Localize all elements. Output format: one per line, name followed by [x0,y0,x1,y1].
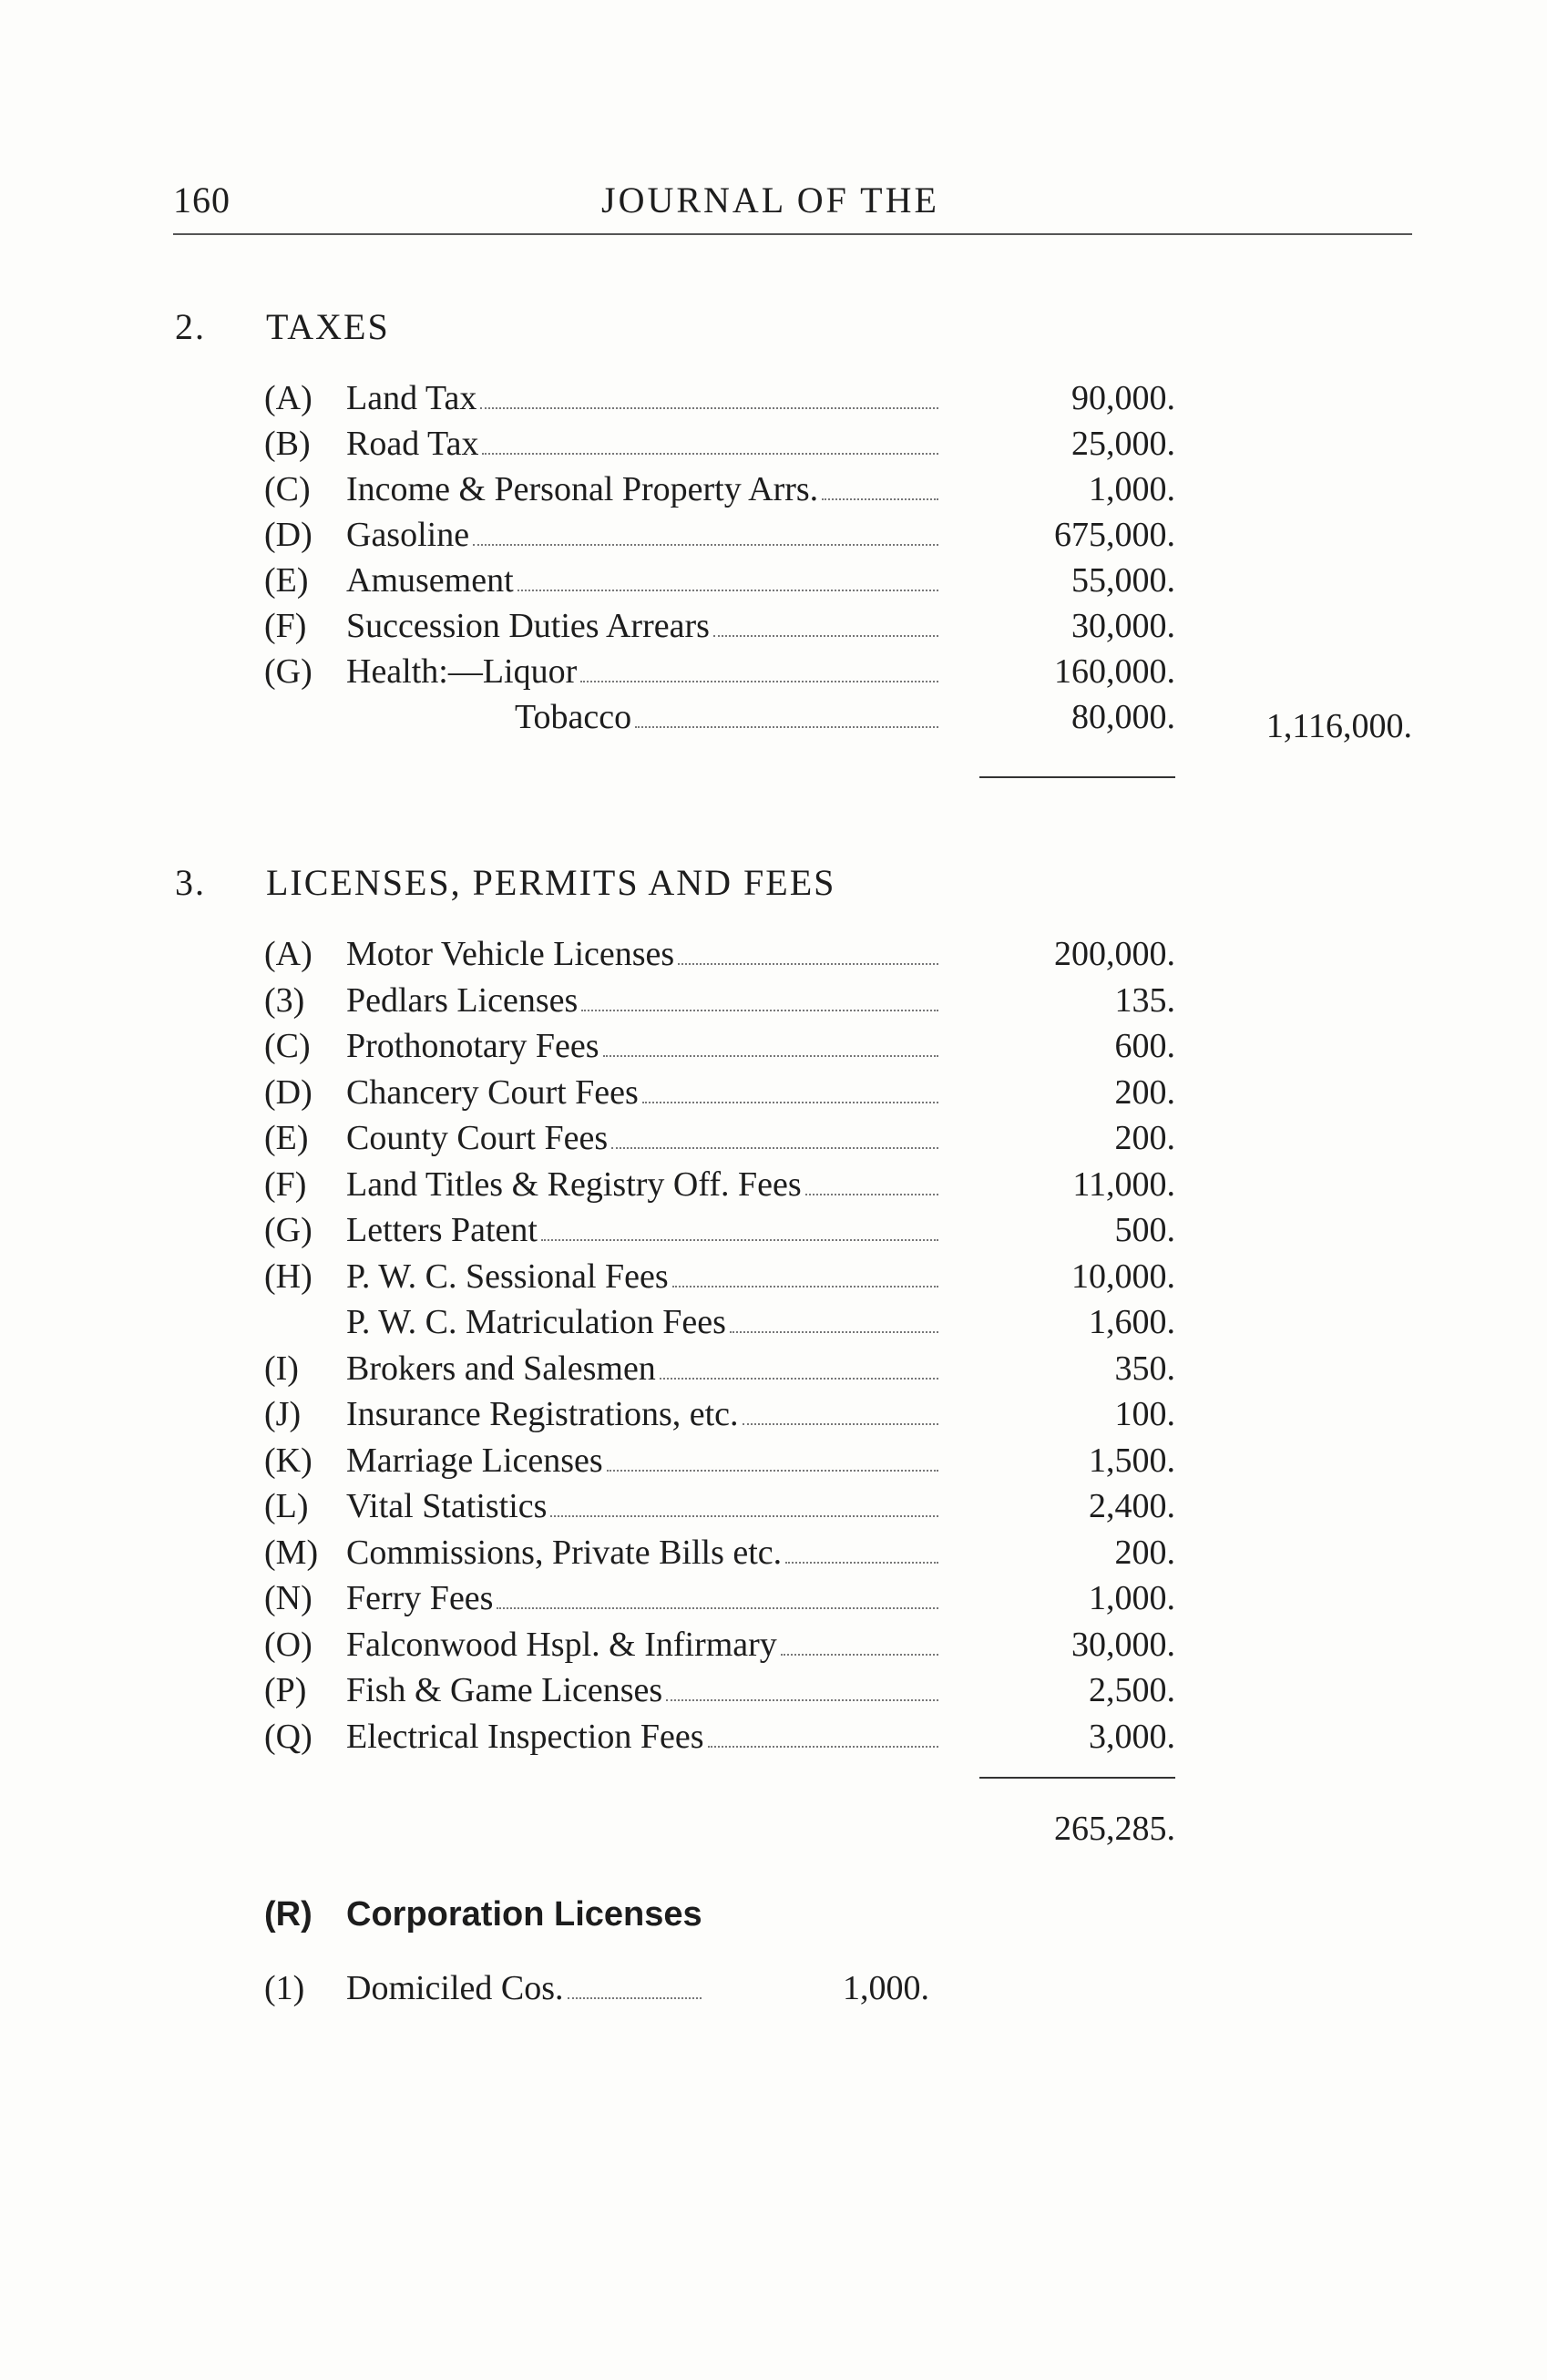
item-letter: (Q) [264,1717,312,1756]
item-label-wrap [346,1118,938,1158]
dot-leader [672,1286,938,1287]
item-label-wrap [346,1302,938,1342]
item-amount: 600. [1114,1027,1175,1065]
dot-leader [743,1423,938,1425]
item-amount: 160,000. [1054,652,1175,691]
item-amount: 10,000. [1071,1257,1175,1296]
item-label: Commissions, Private Bills etc. [346,1533,783,1572]
item-letter: (P) [264,1671,307,1709]
item-amount: 135. [1114,980,1175,1020]
item-label-wrap [346,1670,938,1710]
item-label-wrap [346,1968,702,2008]
item-amount: 3,000. [1089,1717,1175,1756]
dot-leader [482,453,938,455]
item-label-wrap [346,934,938,974]
item-letter: (M) [264,1533,319,1572]
taxes-total: 1,116,000. [1265,707,1412,745]
item-letter: (1) [264,1969,305,2007]
item-amount: 55,000. [1071,561,1175,600]
dot-leader [473,544,938,546]
item-label: Pedlars Licenses [346,980,579,1020]
item-label-wrap [346,1026,938,1066]
item-amount: 30,000. [1071,1625,1175,1664]
item-label-wrap [346,515,938,555]
page-number: 160 [173,180,231,221]
item-label: Falconwood Hspl. & Infirmary [346,1625,777,1664]
item-letter: (N) [264,1579,312,1617]
taxes-sum-rule [979,776,1175,778]
item-letter: (D) [264,516,312,554]
item-label: Insurance Registrations, etc. [346,1395,739,1433]
dot-leader [568,1997,702,1999]
header-rule [173,233,1412,235]
item-amount: 2,500. [1089,1671,1175,1709]
item-label: Vital Statistics [346,1487,548,1525]
item-label: Gasoline [346,516,470,554]
item-letter: (A) [264,379,312,417]
item-label: Road Tax [346,425,479,463]
dot-leader [603,1055,938,1057]
item-label-wrap [346,651,938,692]
item-label-wrap [346,1072,938,1113]
section-number: 2. [175,306,206,347]
item-amount: 1,000. [843,1969,929,2007]
item-letter: (H) [264,1257,312,1296]
dot-leader [517,590,938,591]
item-label-wrap [346,469,938,509]
dot-leader [611,1147,938,1149]
item-label-wrap [346,1533,938,1573]
section-title: LICENSES, PERMITS AND FEES [266,862,836,903]
item-label: Brokers and Salesmen [346,1349,656,1388]
item-letter: (I) [264,1349,299,1388]
item-label: Land Titles & Registry Off. Fees [346,1164,802,1204]
item-label: Income & Personal Property Arrs. [346,470,819,508]
dot-leader [678,963,938,965]
item-label-wrap [346,1394,938,1434]
item-amount: 1,000. [1089,1579,1175,1617]
dot-leader [713,635,938,637]
item-label: Land Tax [346,379,477,417]
item-letter: (3) [264,980,305,1020]
item-label-wrap [346,1578,938,1618]
item-amount: 350. [1114,1349,1175,1388]
item-label-wrap [346,1210,938,1250]
dot-leader [480,407,938,409]
item-label: Marriage Licenses [346,1441,603,1480]
item-label-wrap [346,1349,938,1389]
item-amount: 200. [1114,1533,1175,1572]
corporation-title: Corporation Licenses [346,1895,702,1934]
dot-leader [660,1378,938,1380]
item-amount: 30,000. [1071,607,1175,645]
item-label-wrap [346,424,938,464]
item-letter: (K) [264,1441,312,1480]
item-amount: 90,000. [1071,379,1175,417]
item-label: Chancery Court Fees [346,1072,639,1112]
item-label: Tobacco [515,698,632,736]
item-letter: (L) [264,1487,309,1525]
item-label: P. W. C. Sessional Fees [346,1257,669,1296]
item-amount: 2,400. [1089,1487,1175,1525]
item-label-wrap [346,560,938,600]
section-title: TAXES [266,306,390,347]
dot-leader [550,1515,938,1517]
section-number: 3. [175,862,206,903]
item-label: Health:—Liquor [346,652,578,691]
dot-leader [580,681,938,682]
item-amount: 1,500. [1089,1441,1175,1480]
item-letter: (C) [264,470,311,508]
licenses-subtotal: 265,285. [1054,1810,1175,1848]
item-letter: (O) [264,1625,312,1664]
item-letter: (E) [264,561,309,600]
item-label: Motor Vehicle Licenses [346,935,675,973]
item-letter: (D) [264,1072,312,1112]
item-letter: (A) [264,935,312,973]
item-label-wrap [346,980,938,1021]
dot-leader [607,1470,938,1472]
item-amount: 25,000. [1071,425,1175,463]
item-label-wrap [515,697,938,737]
item-amount: 11,000. [1072,1164,1175,1204]
item-letter: (G) [264,652,312,691]
item-letter: (F) [264,1164,307,1204]
item-letter: (C) [264,1027,311,1065]
dot-leader [581,1010,938,1011]
item-label: P. W. C. Matriculation Fees [346,1303,726,1341]
item-label-wrap [346,1164,938,1205]
item-amount: 200. [1114,1119,1175,1157]
dot-leader [666,1699,938,1701]
item-label: Amusement [346,561,514,600]
item-label-wrap [346,1625,938,1665]
item-amount: 1,600. [1089,1303,1175,1341]
dot-leader [541,1239,938,1241]
dot-leader [497,1607,938,1609]
item-amount: 500. [1114,1211,1175,1249]
item-label: County Court Fees [346,1119,609,1157]
item-label-wrap [346,378,938,418]
item-amount: 100. [1114,1395,1175,1433]
item-label: Prothonotary Fees [346,1027,599,1065]
item-label: Ferry Fees [346,1579,494,1617]
item-label: Letters Patent [346,1211,538,1249]
item-letter: (E) [264,1119,309,1157]
item-label: Fish & Game Licenses [346,1671,663,1709]
item-label: Succession Duties Arrears [346,607,710,645]
item-amount: 200,000. [1054,935,1175,973]
dot-leader [708,1746,938,1748]
item-letter: (G) [264,1211,312,1249]
dot-leader [635,726,938,728]
item-amount: 200. [1114,1072,1175,1112]
item-letter: (R) [264,1895,312,1934]
item-label-wrap [346,1257,938,1297]
item-label-wrap [346,1717,938,1757]
item-amount: 1,000. [1089,470,1175,508]
dot-leader [642,1102,938,1103]
item-label-wrap [346,606,938,646]
licenses-sum-rule [979,1777,1175,1779]
running-title: JOURNAL OF THE [601,180,939,221]
item-label: Electrical Inspection Fees [346,1717,704,1756]
item-label-wrap [346,1441,938,1481]
item-label-wrap [346,1486,938,1526]
item-amount: 80,000. [1071,698,1175,736]
item-letter: (J) [264,1395,302,1433]
item-letter: (B) [264,425,311,463]
item-label: Domiciled Cos. [346,1969,564,2007]
item-letter: (F) [264,607,307,645]
dot-leader [730,1331,938,1333]
item-amount: 675,000. [1054,516,1175,554]
